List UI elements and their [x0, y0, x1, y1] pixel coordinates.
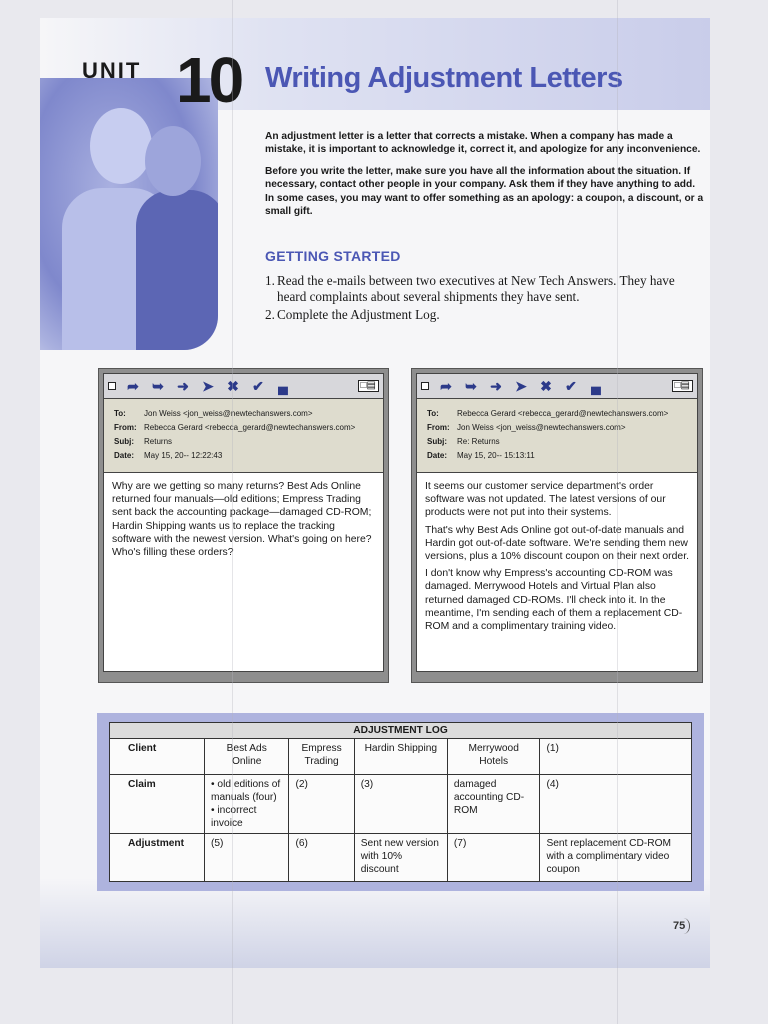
instruction-text: Complete the Adjustment Log.: [277, 307, 440, 323]
instructions-list: [265, 273, 707, 326]
bottom-shade: [40, 878, 710, 968]
unit-number: 10: [176, 44, 242, 116]
to-value: Rebecca Gerard <rebecca_gerard@newtechanswers.com>: [457, 409, 669, 418]
column-header: (1): [540, 739, 692, 775]
table-cell: (2): [289, 775, 354, 834]
delete-icon[interactable]: ✖: [540, 378, 552, 394]
from-label: From:: [114, 423, 137, 432]
reply-icon[interactable]: ➦: [440, 378, 452, 394]
window-resize-icon[interactable]: □▤: [672, 380, 694, 392]
email-window-2: [411, 368, 703, 683]
date-value: May 15, 20-- 15:13:11: [457, 451, 535, 460]
instruction-text: Read the e-mails between two executives at New Tech Answers. They have heard complaints about several shipments they have sent.: [277, 273, 675, 304]
send-icon[interactable]: ➤: [515, 378, 527, 394]
instruction-item: [265, 273, 707, 304]
table-row: [110, 834, 692, 882]
adjustment-log-table: [109, 722, 692, 882]
scan-artifact: [617, 0, 618, 1024]
adjustment-log-title: ADJUSTMENT LOG: [109, 722, 692, 738]
reply-icon[interactable]: ➦: [127, 378, 139, 394]
subject-label: Subj:: [114, 437, 134, 446]
from-value: Rebecca Gerard <rebecca_gerard@newtechanswers.com>: [144, 423, 356, 432]
column-header: Best Ads Online: [205, 739, 289, 775]
column-header: Empress Trading: [289, 739, 354, 775]
print-icon[interactable]: ▄: [591, 378, 601, 394]
row-label: Adjustment: [110, 834, 205, 882]
window-resize-icon[interactable]: □▤: [358, 380, 380, 392]
close-box-icon[interactable]: [108, 382, 116, 390]
column-header: Merrywood Hotels: [447, 739, 540, 775]
adjustment-log-panel: [97, 713, 704, 891]
subject-value: Returns: [144, 437, 173, 446]
forward-icon[interactable]: ➜: [490, 378, 502, 394]
from-label: From:: [427, 423, 450, 432]
email-window-1: [98, 368, 389, 683]
print-icon[interactable]: ▄: [278, 378, 288, 394]
section-heading: GETTING STARTED: [265, 248, 401, 264]
email-headers: [416, 399, 698, 473]
intro-text: [265, 130, 705, 226]
date-label: Date:: [427, 451, 448, 460]
send-icon[interactable]: ➤: [202, 378, 214, 394]
table-cell: (5): [205, 834, 289, 882]
subject-value: Re: Returns: [457, 437, 500, 446]
email-paragraph: Why are we getting so many returns? Best Ads Online returned four manuals—old editions; Empress Trading sent back the accounting package—damaged CD-ROM; Hardin Shipping wants us to replace the tracking software with the newest version. What's going on here? Who's filling these orders?: [112, 481, 372, 559]
intro-paragraph: An adjustment letter is a letter that corrects a mistake. When a company has made a mistake, it is important to acknowledge it, correct it, and apologize for any inconvenience.: [265, 131, 701, 156]
subject-label: Subj:: [427, 437, 447, 446]
page-number: 75: [673, 920, 686, 932]
table-cell: (4): [540, 775, 692, 834]
table-cell: (3): [354, 775, 447, 834]
reply-all-icon[interactable]: ➥: [152, 378, 164, 394]
email-paragraph: It seems our customer service department's order software was not updated. The latest versions of our products were not put into their systems.: [425, 481, 666, 519]
table-cell: Sent new version with 10% discount: [354, 834, 447, 882]
table-header-row: [110, 739, 692, 775]
email-headers: [103, 399, 384, 473]
to-label: To:: [114, 409, 126, 418]
date-label: Date:: [114, 451, 135, 460]
table-cell: (6): [289, 834, 354, 882]
check-icon[interactable]: ✔: [252, 378, 264, 394]
column-header: Hardin Shipping: [354, 739, 447, 775]
check-icon[interactable]: ✔: [565, 378, 577, 394]
instruction-item: [265, 307, 707, 323]
business-people-photo: [40, 78, 218, 350]
instruction-number: 1.: [265, 273, 275, 288]
row-label: Claim: [110, 775, 205, 834]
column-header: Client: [110, 739, 205, 775]
delete-icon[interactable]: ✖: [227, 378, 239, 394]
from-value: Jon Weiss <jon_weiss@newtechanswers.com>: [457, 423, 626, 432]
email-paragraph: That's why Best Ads Online got out-of-date manuals and Hardin got out-of-date software. We're sending them new versions, plus a 10% discount coupon on their next order.: [425, 524, 689, 563]
unit-label: UNIT: [82, 58, 142, 83]
forward-icon[interactable]: ➜: [177, 378, 189, 394]
email-body: [416, 473, 698, 672]
table-cell: (7): [447, 834, 540, 882]
close-box-icon[interactable]: [421, 382, 429, 390]
email-body: [103, 473, 384, 672]
date-value: May 15, 20-- 12:22:43: [144, 451, 223, 460]
scan-artifact: [232, 0, 233, 1024]
table-cell: • old editions of manuals (four) • incorrect invoice: [205, 775, 289, 834]
email-paragraph: I don't know why Empress's accounting CD-ROM was damaged. Merrywood Hotels and Virtual Plan also returned damaged CD-ROMs. I'll check into it. In the meantime, I'm sending each of them a replacement CD-ROM and a complimentary training video.: [425, 568, 683, 633]
reply-all-icon[interactable]: ➥: [465, 378, 477, 394]
instruction-number: 2.: [265, 307, 275, 323]
table-row: [110, 775, 692, 834]
email-toolbar: [103, 373, 384, 399]
to-label: To:: [427, 409, 439, 418]
page-title: Writing Adjustment Letters: [265, 62, 623, 94]
to-value: Jon Weiss <jon_weiss@newtechanswers.com>: [144, 409, 313, 418]
table-cell: Sent replacement CD-ROM with a complimentary video coupon: [540, 834, 692, 882]
email-toolbar: [416, 373, 698, 399]
table-cell: damaged accounting CD-ROM: [447, 775, 540, 834]
intro-paragraph: Before you write the letter, make sure you have all the information about the situation. If necessary, contact other people in your company. Ask them if they have anything to add. In some cases, you may want to offer something as an apology: a coupon, a discount, or a small gift.: [265, 165, 704, 218]
